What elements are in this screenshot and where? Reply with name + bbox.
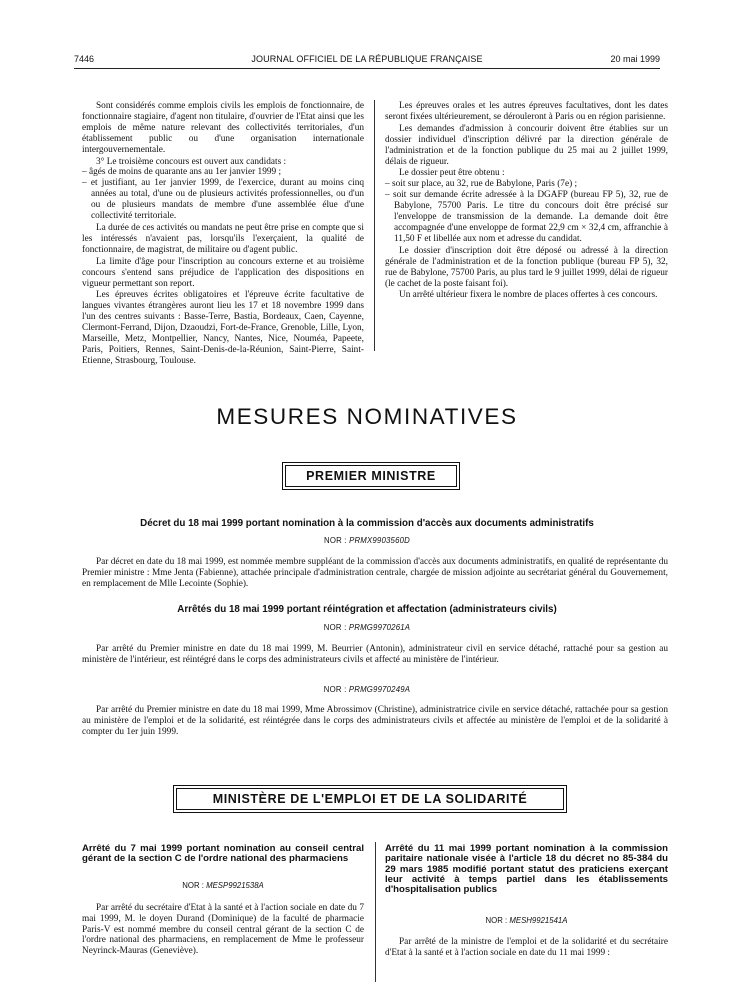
nor-label: NOR : [182, 881, 204, 890]
list-item: – âgés de moins de quarante ans au 1er janvier 1999 ; [82, 167, 282, 178]
nor-code: PRMX9903560D [349, 536, 410, 545]
decree-text [82, 903, 364, 957]
ministry-heading: MINISTÈRE DE L'EMPLOI ET DE LA SOLIDARITÉ [176, 788, 564, 810]
decree-text [385, 937, 668, 959]
right-column [385, 101, 668, 301]
list-item: – et justifiant, au 1er janvier 1999, de l'exercice, durant au moins cinq années au total, d'une ou de plusieurs activités professionnelles, ou d'un ou de plusieurs mandats de membre d'une assemblée élue d'une collectivité territoriale. [82, 178, 364, 222]
decree-text [82, 644, 668, 666]
decree-title: Arrêté du 7 mai 1999 portant nomination au conseil central gérant de la section C de l'ordre national des pharmaciens [82, 843, 364, 865]
paragraph: Par arrêté de la ministre de l'emploi et de la solidarité et du secrétaire d'Etat à la santé et à l'action sociale en date du 11 mai 1999 : [385, 937, 668, 958]
decree-title: Décret du 18 mai 1999 portant nomination à la commission d'accès aux documents administratifs [140, 518, 594, 529]
nor-label: NOR : [485, 916, 508, 925]
nor-reference [74, 623, 660, 632]
paragraph: La durée de ces activités ou mandats ne peut être prise en compte que si les intéressés n'avaient pas, lorsqu'ils l'exerçaient, la qualité de fonctionnaire, de magistrat, de militaire ou d'agent public. [82, 222, 364, 255]
left-column [82, 101, 364, 367]
nor-reference [74, 685, 660, 694]
nor-code: PRMG9970261A [348, 623, 411, 632]
decree-text [82, 557, 668, 590]
column-divider [375, 842, 376, 982]
paragraph: Le dossier d'inscription doit être déposé ou adressé à la direction générale de l'administration et de la fonction publique (bureau FP 5), 32, rue de Babylone, 75700 Paris, au plus tard le 9 juillet 1999, délai de rigueur (le cachet de la poste faisant foi). [385, 245, 668, 289]
nor-code: MESP9921538A [206, 881, 264, 890]
decree-text [82, 705, 668, 738]
header-rule [74, 68, 660, 69]
list-item: – soit sur place, au 32, rue de Babylone, Paris (7e) ; [385, 179, 578, 190]
nor-label: NOR : [323, 623, 347, 632]
nor-reference [82, 881, 364, 890]
list-item: – soit sur demande écrite adressée à la DGAFP (bureau FP 5), 32, rue de Babylone, 75700 Paris. Le titre du concours doit être précisé sur l'enveloppe de transmission de la demande. La demande doit être accompagnée d'une enveloppe de format 22,9 cm × 32,4 cm, affranchie à 11,50 F et libellée aux nom et adresse du candidat. [385, 190, 668, 244]
journal-title: JOURNAL OFFICIEL DE LA RÉPUBLIQUE FRANÇAISE [251, 54, 483, 64]
paragraph: Le dossier peut être obtenu : [399, 168, 505, 179]
nor-reference [385, 916, 668, 925]
paragraph: 3° Le troisième concours est ouvert aux candidats : [96, 156, 287, 167]
nor-label: NOR : [323, 685, 347, 694]
nor-label: NOR : [324, 536, 347, 545]
paragraph: Par arrêté du Premier ministre en date du 18 mai 1999, M. Beurrier (Antonin), administrateur civil en service détaché, rattaché pour sa gestion au ministère de l'intérieur, est réintégré dans le corps des administrateurs civils et affecté au ministère de l'intérieur. [82, 644, 668, 665]
paragraph: Par décret en date du 18 mai 1999, est nommée membre suppléant de la commission d'accès aux documents administratifs, en qualité de représentante du Premier ministre : Mme Jenta (Fabienne), attachée principale d'administration centrale, chargée de mission adjointe au secrétariat général du Gouvernement, en remplacement de Mlle Lecointe (Sophie). [82, 557, 668, 589]
nor-reference [74, 536, 660, 545]
paragraph: Les demandes d'admission à concourir doivent être établies sur un dossier individuel d'inscription délivré par la direction générale de l'administration et de la fonction publique du 25 mai au 2 juillet 1999, délais de rigueur. [385, 123, 668, 167]
column-divider [374, 100, 375, 351]
ministry-heading: PREMIER MINISTRE [285, 465, 457, 487]
issue-date: 20 mai 1999 [610, 54, 660, 64]
paragraph: Par arrêté du secrétaire d'Etat à la santé et à l'action sociale en date du 7 mai 1999, M. le doyen Durand (Dominique) de la faculté de pharmacie Paris-V est nommé membre du conseil central gérant de la section C de l'ordre national des pharmaciens, en remplacement de Mme le professeur Neyrinck-Mauras (Geneviève). [82, 903, 364, 957]
section-title: MESURES NOMINATIVES [216, 404, 518, 429]
decree-title: Arrêtés du 18 mai 1999 portant réintégration et affectation (administrateurs civils) [177, 604, 557, 615]
paragraph: Les épreuves écrites obligatoires et l'épreuve écrite facultative de langues vivantes étrangères auront lieu les 17 et 18 novembre 1999 dans l'un des centres suivants : Basse-Terre, Bastia, Bordeaux, Caen, Cayenne, Clermont-Ferrand, Dijon, Dzaoudzi, Fort-de-France, Grenoble, Lille, Lyon, Marseille, Metz, Montpellier, Nancy, Nantes, Nice, Nouméa, Papeete, Paris, Poitiers, Rennes, Saint-Denis-de-la-Réunion, Saint-Pierre, Saint-Etienne, Strasbourg, Toulouse. [82, 290, 364, 366]
paragraph: La limite d'âge pour l'inscription au concours externe et au troisième concours s'entend sans préjudice de l'application des dispositions en vigueur permettant son report. [82, 256, 364, 289]
page-number: 7446 [74, 54, 95, 64]
nor-code: MESH9921541A [509, 916, 568, 925]
paragraph: Par arrêté du Premier ministre en date du 18 mai 1999, Mme Abrossimov (Christine), administratrice civile en service détaché, rattachée pour sa gestion au ministère de l'emploi et de la solidarité, est réintégrée dans le corps des administrateurs civils et affectée au ministère de l'emploi et de la solidarité à compter du 1er juin 1999. [82, 705, 668, 737]
nor-code: PRMG9970249A [348, 685, 411, 694]
paragraph: Les épreuves orales et les autres épreuves facultatives, dont les dates seront fixées ultérieurement, se dérouleront à Paris ou en région parisienne. [385, 101, 668, 122]
paragraph: Un arrêté ultérieur fixera le nombre de places offertes à ces concours. [399, 290, 658, 301]
paragraph: Sont considérés comme emplois civils les emplois de fonctionnaire, de fonctionnaire stagiaire, d'agent non titulaire, d'ouvrier de l'Etat ainsi que les emplois de même nature relevant des collectivités territoriales, d'un établissement public ou d'une organisation internationale intergouvernementale. [82, 101, 364, 155]
decree-title: Arrêté du 11 mai 1999 portant nomination à la commission paritaire nationale visée à l'article 18 du décret no 85-384 du 29 mars 1985 modifié portant statut des praticiens exerçant leur activité à temps partiel dans les établissements d'hospitalisation publics [385, 843, 668, 896]
